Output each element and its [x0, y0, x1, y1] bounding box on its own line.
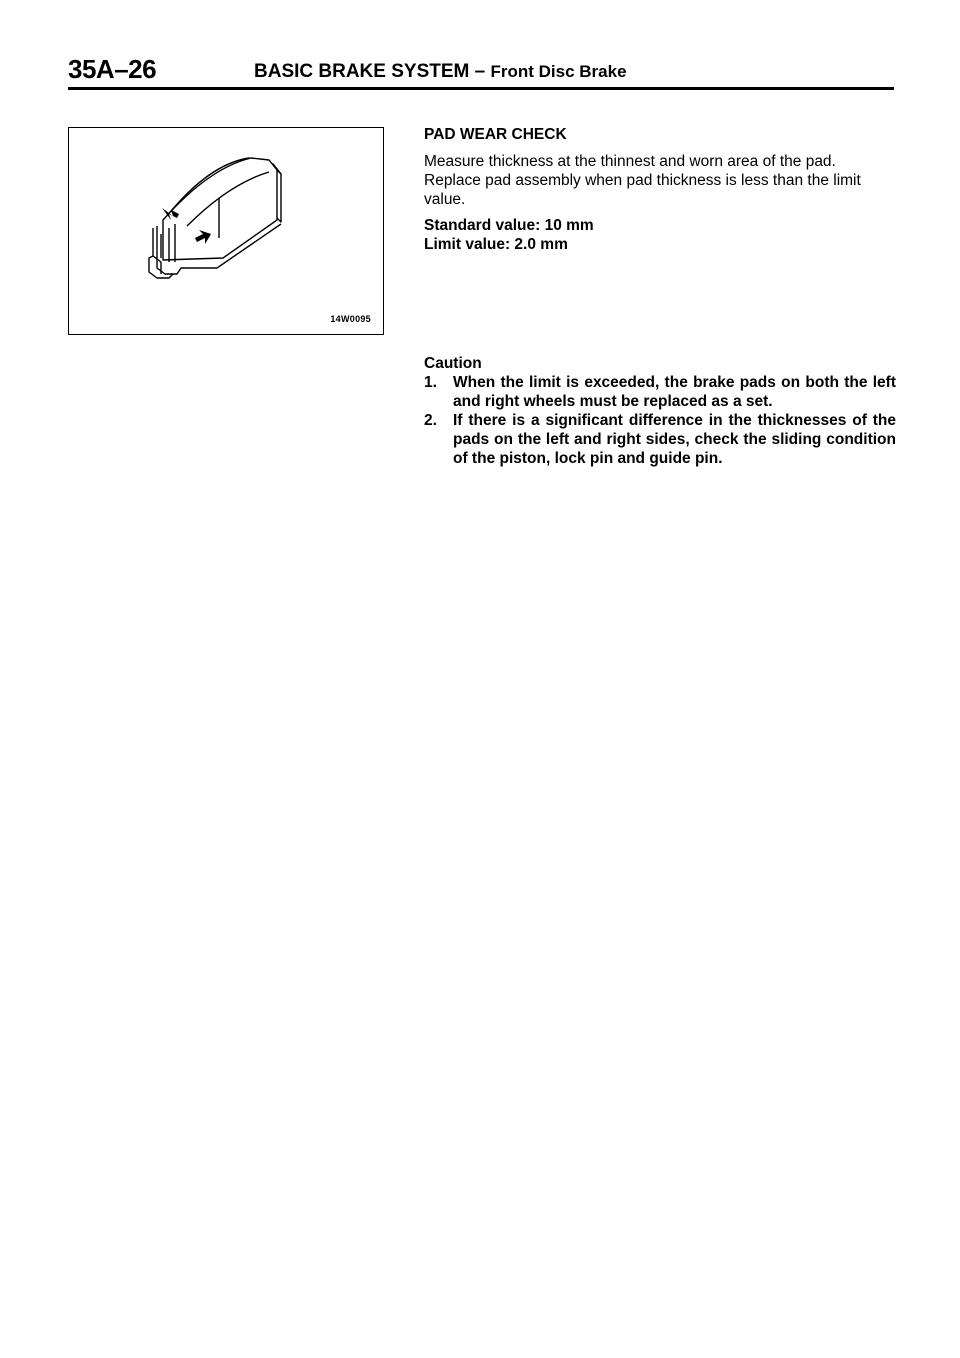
list-item	[424, 373, 896, 411]
subsection-name: Front Disc Brake	[490, 62, 627, 81]
section-title	[254, 61, 627, 83]
item-text: When the limit is exceeded, the brake pads on both the left and right wheels must be replaced as a set.	[453, 374, 896, 410]
section-name: BASIC BRAKE SYSTEM	[254, 61, 470, 82]
caution-section	[424, 354, 896, 468]
caution-list	[424, 373, 896, 468]
section-heading: PAD WEAR CHECK	[424, 126, 567, 143]
pad-wear-check-section	[424, 126, 896, 254]
item-number: 2.	[424, 412, 437, 429]
page-number: 35A–26	[68, 54, 157, 84]
title-dash: –	[469, 61, 491, 82]
item-text: If there is a significant difference in the thicknesses of the pads on the left and right sides, check the sliding condition of the piston, lock pin and guide pin.	[453, 412, 896, 467]
list-item	[424, 411, 896, 468]
item-number: 1.	[424, 374, 437, 391]
figure-code: 14W0095	[330, 314, 371, 324]
instruction-text: Measure thickness at the thinnest and worn area of the pad. Replace pad assembly when pad thickness is less than the limit value.	[424, 153, 861, 208]
header-rule	[68, 87, 894, 90]
page-header	[68, 54, 894, 90]
brake-pad-illustration	[69, 128, 382, 333]
limit-value: Limit value: 2.0 mm	[424, 236, 568, 253]
standard-value: Standard value: 10 mm	[424, 217, 594, 234]
brake-pad-figure	[68, 127, 384, 335]
caution-title: Caution	[424, 355, 482, 372]
